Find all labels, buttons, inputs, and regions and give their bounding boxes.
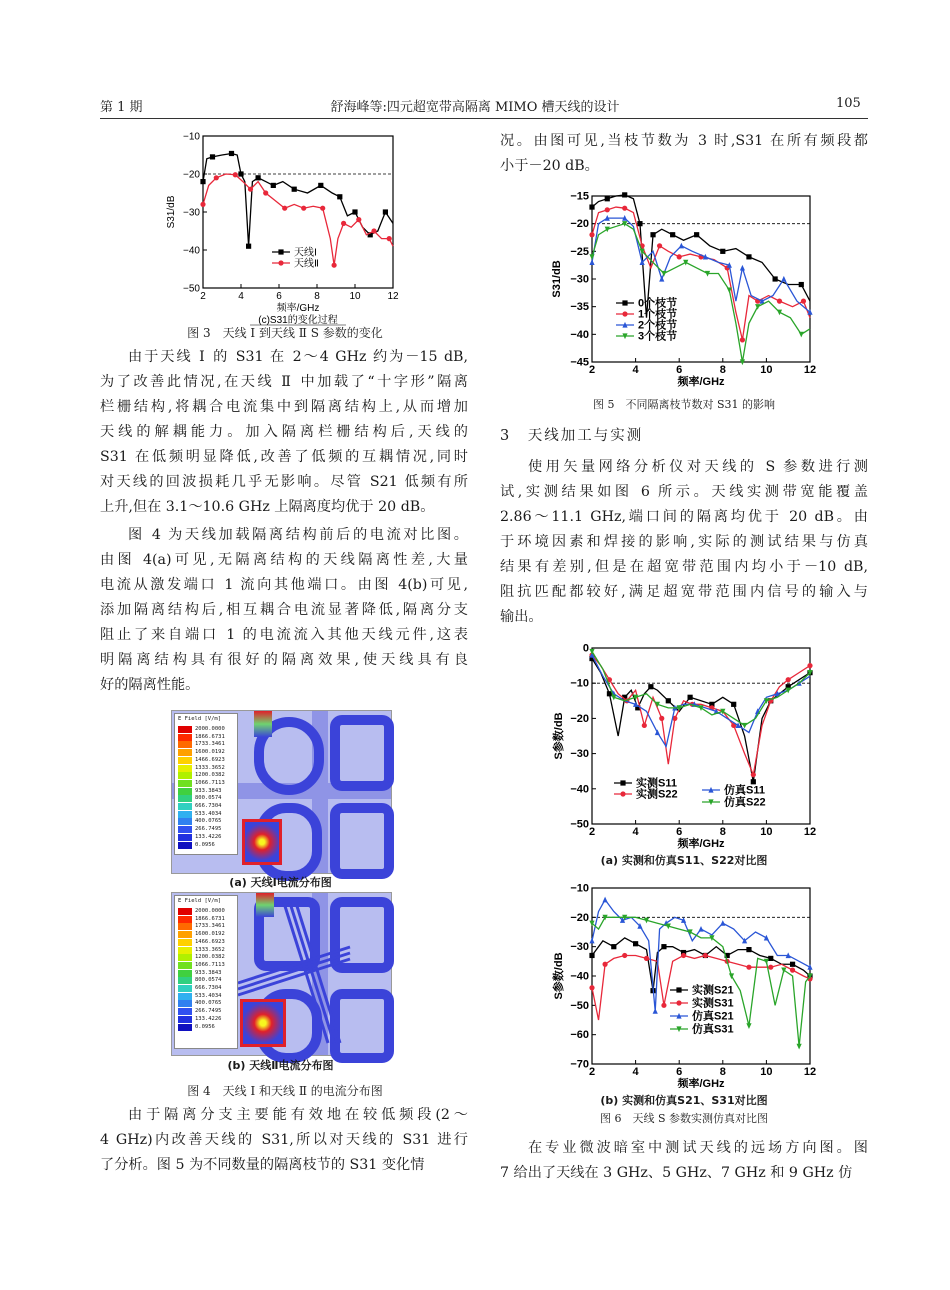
- legend-value: 1733.3461: [195, 923, 225, 930]
- y-tick-label: −10: [570, 677, 589, 690]
- data-point: [799, 332, 804, 338]
- x-axis-label: 频率/GHz: [276, 303, 320, 314]
- legend-swatch: [178, 788, 192, 795]
- series-line: [592, 652, 810, 726]
- legend-swatch: [178, 939, 192, 946]
- data-point: [679, 243, 684, 249]
- legend-value: 933.3843: [195, 969, 222, 976]
- text-line: 图 4 为天线加载隔离结构前后的电流对比图。: [128, 527, 468, 543]
- legend-label: 仿真S11: [724, 784, 765, 797]
- text-line: 上升,但在 3.1～10.6 GHz 上隔离度均优于 20 dB。: [100, 499, 435, 515]
- x-axis-label: 频率/GHz: [677, 1078, 725, 1088]
- legend-swatch: [178, 1008, 192, 1015]
- x-tick-label: 4: [632, 364, 639, 376]
- legend-value: 266.7495: [195, 826, 222, 833]
- data-point: [238, 171, 243, 176]
- left-paragraph-2: [100, 523, 468, 698]
- y-tick-label: −30: [570, 748, 589, 761]
- legend-swatch: [178, 977, 192, 984]
- legend-label: 0个枝节: [638, 297, 678, 310]
- x-tick-label: 2: [588, 1066, 596, 1078]
- data-point: [694, 232, 699, 237]
- legend-value: 400.0765: [195, 818, 222, 825]
- y-tick-label: −70: [570, 1058, 589, 1071]
- series-line: [592, 224, 810, 362]
- text-line: 小于－20 dB。: [500, 158, 599, 174]
- data-point: [246, 244, 251, 249]
- y-tick-label: −30: [570, 941, 589, 954]
- legend-value: 133.4226: [195, 833, 222, 840]
- data-point: [746, 947, 751, 952]
- fig6-caption: 图 6 天线 S 参数实测仿真对比图: [599, 1112, 769, 1125]
- y-tick-label: −40: [570, 783, 589, 796]
- legend-swatch: [178, 749, 192, 756]
- right-paragraph-0: [500, 129, 868, 179]
- fig4b-legend-title: E Field [V/m]: [178, 898, 222, 904]
- x-tick-label: 4: [238, 291, 244, 302]
- legend-marker: [676, 987, 681, 992]
- data-point: [740, 265, 745, 271]
- legend-swatch: [178, 780, 192, 787]
- data-point: [301, 206, 306, 211]
- y-axis-label: S31/dB: [166, 195, 177, 229]
- legend-value: 533.4034: [195, 810, 222, 817]
- data-point: [383, 209, 388, 214]
- text-line: 电流从激发端口 1 流向其他端口。由图 4(b)可见,: [100, 577, 468, 593]
- right-paragraph-2: [500, 1136, 868, 1186]
- data-point: [688, 695, 693, 700]
- x-tick-label: 12: [803, 826, 817, 838]
- legend-value: 1066.7113: [195, 961, 225, 968]
- fig5-chart: [548, 188, 818, 388]
- legend-marker: [622, 311, 627, 316]
- series-line: [592, 207, 810, 340]
- legend-swatch: [178, 818, 192, 825]
- plot-frame: [592, 888, 810, 1064]
- x-axis-label: 频率/GHz: [677, 376, 725, 388]
- legend-swatch: [178, 923, 192, 930]
- legend-swatch: [178, 916, 192, 923]
- data-point: [256, 175, 261, 180]
- data-point: [200, 179, 205, 184]
- legend-label: 仿真S22: [724, 796, 766, 809]
- data-point: [589, 232, 594, 237]
- y-tick-label: −20: [570, 911, 589, 924]
- data-point: [648, 684, 653, 689]
- x-tick-label: 6: [676, 1066, 683, 1078]
- legend-value: 1866.6731: [195, 915, 225, 922]
- text-line: 天线的解耦能力。加入隔离栏栅结构后,天线的: [100, 424, 468, 440]
- legend-swatch: [178, 803, 192, 810]
- legend-swatch: [178, 834, 192, 841]
- data-point: [589, 259, 594, 265]
- legend-value: 1600.0192: [195, 931, 225, 938]
- legend-label: 3个枝节: [638, 330, 678, 343]
- data-point: [332, 263, 337, 268]
- text-line: 阻止了来自端口 1 的电流流入其他天线元件,这表: [100, 627, 468, 643]
- legend-swatch: [178, 842, 192, 849]
- plot-frame: [592, 648, 810, 824]
- legend-value: 1066.7113: [195, 779, 225, 786]
- y-tick-label: −10: [183, 131, 200, 143]
- legend-marker: [622, 300, 627, 305]
- data-point: [282, 206, 287, 211]
- right-paragraph-1: [500, 455, 868, 630]
- y-tick-label: −20: [570, 712, 589, 725]
- text-line: 2.86～11.1 GHz,端口间的隔离均优于 20 dB。由: [500, 509, 868, 525]
- x-tick-label: 12: [803, 1066, 817, 1078]
- legend-value: 1333.3652: [195, 946, 225, 953]
- y-tick-label: −50: [183, 283, 200, 295]
- y-tick-label: −40: [570, 970, 589, 983]
- y-tick-label: −35: [570, 301, 589, 314]
- data-point: [790, 962, 795, 967]
- y-tick-label: −45: [570, 356, 589, 369]
- fig4a-legend-title: E Field [V/m]: [178, 716, 222, 722]
- data-point: [698, 926, 703, 932]
- legend-value: 1466.6923: [195, 938, 225, 945]
- text-line: 阻抗匹配都较好,满足超宽带范围内信号的输入与: [500, 584, 868, 600]
- legend-swatch: [178, 993, 192, 1000]
- legend-swatch: [178, 826, 192, 833]
- legend-value: 800.0574: [195, 977, 222, 984]
- legend-label: 实测S11: [636, 777, 677, 790]
- data-point: [751, 772, 756, 777]
- legend-label: 实测S31: [692, 997, 734, 1010]
- data-point: [677, 254, 682, 259]
- text-line: 使用矢量网络分析仪对天线的 S 参数进行测: [528, 459, 868, 475]
- y-tick-label: −50: [570, 818, 589, 831]
- text-line: 结果有差别,但是在超宽带范围内均小于－10 dB,: [500, 559, 868, 575]
- data-point: [602, 897, 607, 903]
- data-point: [229, 151, 234, 156]
- legend-swatch: [178, 962, 192, 969]
- header-page: 105: [836, 96, 861, 111]
- data-point: [263, 190, 268, 195]
- data-point: [797, 1044, 802, 1050]
- data-point: [292, 187, 297, 192]
- x-tick-label: 8: [314, 291, 320, 302]
- legend-swatch: [178, 1016, 192, 1023]
- x-tick-label: 8: [719, 826, 726, 838]
- legend-value: 533.4034: [195, 992, 222, 999]
- x-tick-label: 4: [632, 1066, 639, 1078]
- x-tick-label: 2: [200, 291, 206, 302]
- data-point: [644, 956, 649, 961]
- fig4b-field-plot: [171, 892, 392, 1056]
- y-tick-label: −60: [570, 1029, 589, 1042]
- legend-swatch: [178, 726, 192, 733]
- legend-swatch: [178, 985, 192, 992]
- legend-swatch: [178, 765, 192, 772]
- y-tick-label: −20: [570, 218, 589, 231]
- legend-label: 2个枝节: [638, 319, 678, 332]
- data-point: [720, 249, 725, 254]
- data-point: [271, 183, 276, 188]
- fig4a-field-plot: [171, 710, 392, 874]
- header-title: 舒海峰等:四元超宽带高隔离 MIMO 槽天线的设计: [330, 100, 620, 115]
- text-line: 由图 4(a)可见,无隔离结构的天线隔离性差,大量: [100, 552, 468, 568]
- legend-label: 仿真S21: [692, 1010, 734, 1023]
- data-point: [799, 282, 804, 287]
- legend-marker: [620, 791, 625, 796]
- x-tick-label: 6: [676, 826, 683, 838]
- legend-label: 1个枝节: [638, 308, 678, 321]
- legend-marker: [676, 1000, 681, 1005]
- legend-value: 0.0956: [195, 841, 215, 848]
- data-point: [605, 207, 610, 212]
- data-point: [666, 698, 671, 703]
- x-tick-label: 8: [719, 364, 726, 376]
- data-point: [341, 221, 346, 226]
- legend-swatch: [178, 954, 192, 961]
- text-line: 为了改善此情况,在天线 Ⅱ 中加载了“十字形”隔离: [100, 374, 468, 390]
- data-point: [781, 968, 786, 974]
- text-line: 对天线的回波损耗几乎无影响。尽管 S21 低频有所: [100, 474, 468, 490]
- legend-value: 1333.3652: [195, 764, 225, 771]
- legend-swatch: [178, 908, 192, 915]
- legend-swatch: [178, 795, 192, 802]
- legend-value: 1733.3461: [195, 741, 225, 748]
- x-tick-label: 2: [588, 826, 596, 838]
- data-point: [233, 172, 238, 177]
- y-tick-label: −15: [570, 190, 589, 203]
- legend-value: 266.7495: [195, 1008, 222, 1015]
- text-line: 栏栅结构,将耦合电流集中到隔离结构上,从而增加: [100, 399, 468, 415]
- legend-value: 666.7304: [195, 985, 222, 991]
- legend-value: 1200.0382: [195, 954, 225, 961]
- data-point: [210, 154, 215, 159]
- legend-swatch: [178, 931, 192, 938]
- data-point: [642, 723, 647, 728]
- data-point: [661, 271, 666, 277]
- data-point: [356, 217, 361, 222]
- data-point: [777, 299, 782, 304]
- fig4-caption: 图 4 天线 Ⅰ 和天线 Ⅱ 的电流分布图: [187, 1084, 383, 1098]
- data-point: [746, 1023, 751, 1029]
- data-point: [605, 196, 610, 201]
- data-point: [731, 702, 736, 707]
- data-point: [661, 1003, 666, 1008]
- x-tick-label: 6: [676, 364, 683, 376]
- data-point: [801, 299, 806, 304]
- legend-value: 0.0956: [195, 1023, 215, 1030]
- legend-swatch: [178, 947, 192, 954]
- x-tick-label: 6: [276, 291, 282, 302]
- data-point: [611, 944, 616, 949]
- legend-value: 133.4226: [195, 1015, 222, 1022]
- legend-value: 933.3843: [195, 787, 222, 794]
- series-line: [592, 655, 810, 775]
- x-tick-label: 12: [387, 291, 399, 302]
- text-line: 4 GHz)内改善天线的 S31,所以对天线的 S31 进行: [100, 1132, 468, 1148]
- legend-marker: [278, 249, 283, 254]
- x-tick-label: 10: [349, 291, 361, 302]
- data-point: [790, 968, 795, 973]
- left-paragraph-3: [100, 1103, 468, 1178]
- y-axis-label: S参数/dB: [553, 952, 565, 1000]
- data-point: [659, 716, 664, 721]
- series-line: [592, 659, 810, 782]
- text-line: 于环境因素和焊接的影响,实际的测试结果与仿真: [500, 534, 868, 550]
- x-tick-label: 4: [632, 826, 639, 838]
- x-tick-label: 10: [760, 826, 773, 838]
- data-point: [337, 194, 342, 199]
- text-line: 明隔离结构具有很好的隔离效果,使天线具有良: [100, 652, 468, 668]
- section-3-title: 3 天线加工与实测: [500, 428, 644, 444]
- data-point: [371, 228, 376, 233]
- data-point: [781, 276, 786, 282]
- data-point: [653, 1008, 658, 1014]
- data-point: [589, 938, 594, 944]
- data-point: [248, 187, 253, 192]
- data-point: [768, 956, 773, 961]
- header-issue: 第 1 期: [100, 100, 143, 115]
- legend-label: 天线Ⅰ: [294, 247, 317, 259]
- data-point: [650, 232, 655, 237]
- legend-marker: [278, 260, 283, 265]
- header-rule: [100, 118, 868, 119]
- y-tick-label: −40: [183, 245, 200, 257]
- data-point: [807, 663, 812, 668]
- data-point: [622, 206, 627, 211]
- text-line: 试,实测结果如图 6 所示。天线实测带宽能覆盖: [500, 484, 868, 500]
- data-point: [740, 337, 745, 342]
- y-tick-label: −30: [570, 273, 589, 286]
- text-line: S31 在低频明显降低,改善了低频的互耦情况,同时: [100, 449, 468, 465]
- legend-value: 1600.0192: [195, 749, 225, 756]
- text-line: 好的隔离性能。: [100, 677, 200, 693]
- data-point: [742, 723, 747, 729]
- data-point: [318, 183, 323, 188]
- fig6a-chart: [550, 640, 818, 852]
- legend-value: 666.7304: [195, 803, 222, 809]
- text-line: 由于隔离分支主要能有效地在较低频段(2～: [128, 1107, 468, 1123]
- data-point: [589, 254, 594, 260]
- legend-swatch: [178, 1024, 192, 1031]
- fig4b-sublabel: (b) 天线Ⅱ电流分布图: [227, 1059, 334, 1072]
- legend-swatch: [178, 734, 192, 741]
- text-line: 了分析。图 5 为不同数量的隔离枝节的 S31 变化情: [100, 1157, 425, 1173]
- x-axis-label: 频率/GHz: [677, 838, 725, 850]
- legend-value: 800.0574: [195, 795, 222, 802]
- data-point: [786, 677, 791, 682]
- data-point: [320, 206, 325, 211]
- series-line: [592, 938, 810, 991]
- legend-value: 2000.0000: [195, 908, 225, 914]
- data-point: [352, 209, 357, 214]
- text-line: 况。由图可见,当枝节数为 3 时,S31 在所有频段都: [500, 133, 868, 149]
- legend-swatch: [178, 757, 192, 764]
- data-point: [602, 962, 607, 967]
- data-point: [657, 243, 662, 248]
- y-axis-label: S31/dB: [551, 260, 563, 298]
- y-tick-label: −25: [570, 245, 589, 258]
- text-line: 在专业微波暗室中测试天线的远场方向图。图: [528, 1140, 868, 1156]
- legend-value: 1866.6731: [195, 733, 225, 740]
- x-tick-label: 12: [803, 364, 817, 376]
- legend-value: 400.0765: [195, 1000, 222, 1007]
- data-point: [746, 254, 751, 259]
- fig6a-sublabel: (a) 实测和仿真S11、S22对比图: [600, 854, 768, 867]
- legend-marker: [620, 780, 625, 785]
- fig3-caption: 图 3 天线 Ⅰ 到天线 Ⅱ S 参数的变化: [187, 326, 383, 340]
- x-tick-label: 2: [588, 364, 596, 376]
- fig4a-sublabel: (a) 天线Ⅰ电流分布图: [229, 876, 332, 889]
- y-tick-label: −30: [183, 207, 200, 219]
- y-tick-label: −10: [570, 882, 589, 895]
- x-tick-label: 8: [719, 1066, 726, 1078]
- left-paragraph-1: [100, 345, 468, 520]
- legend-swatch: [178, 1000, 192, 1007]
- legend-label: 实测S22: [636, 788, 678, 801]
- y-tick-label: −50: [570, 999, 589, 1012]
- data-point: [768, 965, 773, 970]
- legend-swatch: [178, 811, 192, 818]
- legend-value: 1200.0382: [195, 772, 225, 779]
- data-point: [214, 175, 219, 180]
- x-tick-label: 10: [760, 364, 773, 376]
- data-point: [589, 985, 594, 990]
- data-point: [764, 959, 769, 965]
- data-point: [622, 192, 627, 197]
- data-point: [622, 953, 627, 958]
- y-axis-label: S参数/dB: [553, 712, 565, 760]
- legend-swatch: [178, 970, 192, 977]
- text-line: 7 给出了天线在 3 GHz、5 GHz、7 GHz 和 9 GHz 仿: [500, 1165, 853, 1181]
- data-point: [659, 276, 664, 282]
- x-tick-label: 10: [760, 1066, 773, 1078]
- data-point: [387, 236, 392, 241]
- data-point: [746, 965, 751, 970]
- data-point: [703, 953, 708, 958]
- data-point: [720, 920, 725, 926]
- data-point: [200, 202, 205, 207]
- legend-label: 实测S21: [692, 984, 734, 997]
- legend-swatch: [178, 741, 192, 748]
- text-line: 添加隔离结构后,相互耦合电流显著降低,隔离分支: [100, 602, 468, 618]
- fig5-caption: 图 5 不同隔离枝节数对 S31 的影响: [592, 398, 776, 411]
- text-line: 由于天线 Ⅰ 的 S31 在 2～4 GHz 约为－15 dB,: [128, 349, 468, 365]
- data-point: [661, 944, 666, 949]
- data-point: [589, 204, 594, 209]
- data-point: [773, 276, 778, 281]
- legend-swatch: [178, 772, 192, 779]
- legend-label: 天线Ⅱ: [294, 258, 319, 270]
- legend-value: 2000.0000: [195, 726, 225, 732]
- y-tick-label: −20: [183, 169, 200, 181]
- data-point: [637, 221, 642, 226]
- fig6b-chart: [550, 880, 818, 1088]
- y-tick-label: 0: [582, 642, 589, 655]
- legend-label: 仿真S31: [692, 1023, 734, 1036]
- text-line: 输出。: [500, 609, 543, 625]
- data-point: [605, 227, 610, 233]
- legend-value: 1466.6923: [195, 756, 225, 763]
- data-point: [670, 232, 675, 237]
- data-point: [633, 941, 638, 946]
- fig3-subcaption: (c)S31的变化过程: [258, 315, 338, 326]
- fig6b-sublabel: (b) 实测和仿真S21、S31对比图: [600, 1094, 768, 1107]
- y-tick-label: −40: [570, 328, 589, 341]
- data-point: [589, 953, 594, 958]
- data-point: [698, 705, 703, 711]
- series-line: [592, 218, 810, 312]
- data-point: [681, 953, 686, 958]
- fig3c-chart: [160, 128, 410, 326]
